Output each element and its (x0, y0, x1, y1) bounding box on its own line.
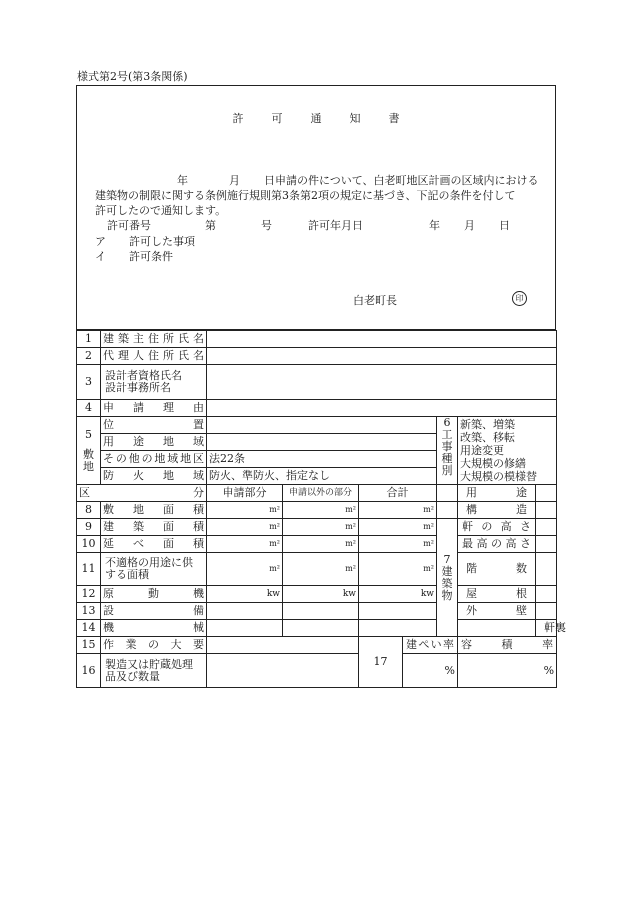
permit-month-label: 月 (464, 219, 475, 232)
roof-label: 屋根 (458, 586, 536, 603)
max-height-label: 最高の高さ (458, 536, 536, 553)
roof-value[interactable] (536, 586, 557, 603)
products-label-line-2: 品及び数量 (105, 669, 160, 683)
equipment-total[interactable] (359, 603, 437, 620)
floor-area-applied[interactable]: m² (207, 536, 283, 553)
eave-height-label: 軒の高さ (458, 519, 536, 536)
eave-height-value[interactable] (536, 519, 557, 536)
division-header (77, 485, 207, 502)
nonconforming-area-total[interactable]: m² (359, 553, 437, 586)
building-spacer (437, 502, 458, 519)
nonconforming-area-applied[interactable]: m² (207, 553, 283, 586)
construction-type-char: 別 (441, 464, 453, 477)
item-a-label: 許可した事項 (129, 235, 195, 248)
other-part-header: 申請以外の部分 (283, 485, 359, 502)
designer-label-line-1: 設計者資格氏名 (105, 369, 182, 382)
fire-zone-label: 防火地域 (101, 468, 207, 485)
floor-area-label: 延べ面積 (101, 536, 207, 553)
row-number: 14 (77, 620, 101, 637)
designer-label (101, 365, 207, 400)
structure-label: 構造 (458, 502, 536, 519)
construction-type-option[interactable]: 新築、増築 (460, 418, 515, 431)
floor-area-other[interactable]: m² (283, 536, 359, 553)
row-number: 4 (77, 400, 101, 417)
equipment-applied[interactable] (207, 603, 283, 620)
row-number: 2 (77, 348, 101, 365)
building-area-total[interactable]: m² (359, 519, 437, 536)
products-label-line-1: 製造又は貯蔵処理 (105, 657, 193, 671)
application-reason-value[interactable] (207, 400, 557, 417)
applied-part-header: 申請部分 (207, 485, 283, 502)
apply-month-label: 月 (229, 174, 240, 187)
builder-address-label: 建築主住所氏名 (101, 331, 207, 348)
table-row (77, 553, 557, 586)
construction-type-options[interactable] (458, 417, 557, 485)
table-row (77, 536, 557, 553)
construction-type-char: 種 (441, 452, 453, 465)
table-row (77, 603, 557, 620)
designer-value[interactable] (207, 365, 557, 400)
table-row (77, 654, 557, 688)
machinery-other[interactable] (283, 620, 359, 637)
products-label (101, 654, 207, 688)
row-number: 8 (77, 502, 101, 519)
application-reason-label: 申請理由 (101, 400, 207, 417)
title-char: 許 (232, 112, 244, 125)
table-row (77, 400, 557, 417)
permit-number-label: 許可番号 (107, 219, 151, 232)
construction-type-option[interactable]: 改築、移転 (460, 431, 515, 444)
total-header: 合計 (359, 485, 437, 502)
header-spacer (437, 485, 458, 502)
row-number: 11 (77, 553, 101, 586)
site-group-label (77, 417, 101, 485)
work-summary-label: 作業の大要 (101, 637, 207, 654)
table-row (77, 519, 557, 536)
machinery-total[interactable] (359, 620, 437, 637)
row-number: 10 (77, 536, 101, 553)
building-area-label: 建築面積 (101, 519, 207, 536)
apply-date-sentence: 日申請の件について、白老町地区計画の区域内における (264, 174, 539, 187)
division-header-left: 区 (79, 486, 90, 499)
item-b-marker: イ (95, 250, 106, 263)
nonconforming-area-label (101, 553, 207, 586)
motor-total[interactable]: kw (359, 586, 437, 603)
machinery-spacer (458, 620, 536, 637)
site-area-total[interactable]: m² (359, 502, 437, 519)
construction-type-option[interactable]: 大規模の模様替 (460, 470, 537, 483)
use-zone-label: 用途地域 (101, 434, 207, 451)
builder-address-value[interactable] (207, 331, 557, 348)
nonconforming-label-line-2: する面積 (105, 568, 149, 581)
item-a-marker: ア (95, 235, 106, 248)
construction-type-char: 工 (441, 428, 453, 441)
construction-type-group-label (437, 417, 458, 485)
equipment-label: 設備 (101, 603, 207, 620)
application-detail-table (76, 330, 566, 688)
document-title (77, 110, 555, 126)
row-number: 15 (77, 637, 101, 654)
floors-value[interactable] (536, 553, 557, 586)
site-group-char: 敷 (83, 447, 94, 461)
work-summary-value[interactable] (207, 637, 359, 654)
products-value[interactable] (207, 654, 359, 688)
notice-header-box (76, 85, 556, 330)
coverage-ratio-label: 建ぺい率 (403, 637, 458, 654)
site-position-value[interactable] (207, 417, 437, 434)
site-area-other[interactable]: m² (283, 502, 359, 519)
outer-wall-label: 外壁 (458, 603, 536, 620)
body-text-line-2: 建築物の制限に関する条例施行規則第3条第2項の規定に基づき、下記の条件を付して (95, 189, 516, 202)
structure-value[interactable] (536, 502, 557, 519)
construction-type-option[interactable]: 大規模の修繕 (460, 457, 526, 470)
mayor-label: 白老町長 (353, 294, 397, 307)
table-row (77, 417, 557, 434)
coverage-ratio-value[interactable]: % (403, 654, 458, 688)
other-zone-value[interactable]: 法22条 (207, 451, 437, 468)
fire-zone-value[interactable]: 防火、準防火、指定なし (207, 468, 437, 485)
row-number: 16 (77, 654, 101, 688)
motor-label: 原動機 (101, 586, 207, 603)
outer-wall-value[interactable] (536, 603, 557, 620)
construction-type-option[interactable]: 用途変更 (460, 444, 504, 457)
building-group-char: 建 (441, 564, 453, 578)
site-area-applied[interactable]: m² (207, 502, 283, 519)
table-row (77, 620, 557, 637)
permit-day-label: 日 (499, 219, 510, 232)
floor-area-ratio-label: 容積率 (458, 637, 557, 654)
floors-label: 階数 (458, 553, 536, 586)
site-position-label: 位置 (101, 417, 207, 434)
row-number: 9 (77, 519, 101, 536)
table-row (77, 365, 557, 400)
machinery-applied[interactable] (207, 620, 283, 637)
permit-number-dai: 第 (205, 219, 216, 232)
table-row (77, 348, 557, 365)
row-number: 7 (443, 552, 451, 566)
row-number: 1 (77, 331, 101, 348)
agent-address-value[interactable] (207, 348, 557, 365)
title-char: 書 (388, 112, 400, 125)
other-zone-label: その他の地域地区 (101, 451, 207, 468)
seal-mark: 印 (512, 291, 527, 306)
building-group-label (437, 519, 458, 637)
table-row (77, 637, 557, 654)
apply-year-label: 年 (177, 174, 188, 187)
nonconforming-label-line-1: 不適格の用途に供 (105, 556, 193, 569)
building-area-other[interactable]: m² (283, 519, 359, 536)
use-zone-value[interactable] (207, 434, 437, 451)
designer-label-line-2: 設計事務所名 (105, 381, 171, 394)
eave-underside-label: 軒裏 (536, 620, 557, 637)
table-row (77, 586, 557, 603)
table-row (77, 502, 557, 519)
table-row (77, 331, 557, 348)
use-header: 用途 (458, 485, 536, 502)
item-b-label: 許可条件 (129, 250, 173, 263)
row-number: 3 (77, 365, 101, 400)
row-number: 5 (85, 427, 92, 441)
building-area-applied[interactable]: m² (207, 519, 283, 536)
row-number: 17 (359, 637, 403, 688)
building-group-char: 物 (441, 588, 453, 602)
row-number: 6 (443, 416, 451, 429)
floor-area-ratio-value[interactable]: % (458, 654, 557, 688)
row-number: 13 (77, 603, 101, 620)
division-header-right: 分 (193, 486, 204, 499)
row-number: 12 (77, 586, 101, 603)
site-group-char: 地 (83, 459, 94, 473)
motor-other[interactable]: kw (283, 586, 359, 603)
title-char: 可 (271, 112, 283, 125)
building-group-char: 築 (441, 576, 453, 590)
nonconforming-area-other[interactable]: m² (283, 553, 359, 586)
machinery-label: 機械 (101, 620, 207, 637)
permit-date-label: 許可年月日 (308, 219, 363, 232)
title-char: 通 (310, 112, 322, 125)
site-area-label: 敷地面積 (101, 502, 207, 519)
agent-address-label: 代理人住所氏名 (101, 348, 207, 365)
motor-applied[interactable]: kw (207, 586, 283, 603)
table-header-row (77, 485, 557, 502)
permit-number-go: 号 (261, 219, 272, 232)
equipment-other[interactable] (283, 603, 359, 620)
max-height-value[interactable] (536, 536, 557, 553)
body-text-line-3: 許可したので通知します。 (95, 204, 227, 217)
construction-type-char: 事 (441, 440, 453, 453)
permit-year-label: 年 (429, 219, 440, 232)
form-number-label: 様式第2号(第3条関係) (77, 70, 188, 83)
use-header-extra (536, 485, 557, 502)
floor-area-total[interactable]: m² (359, 536, 437, 553)
title-char: 知 (349, 112, 361, 125)
